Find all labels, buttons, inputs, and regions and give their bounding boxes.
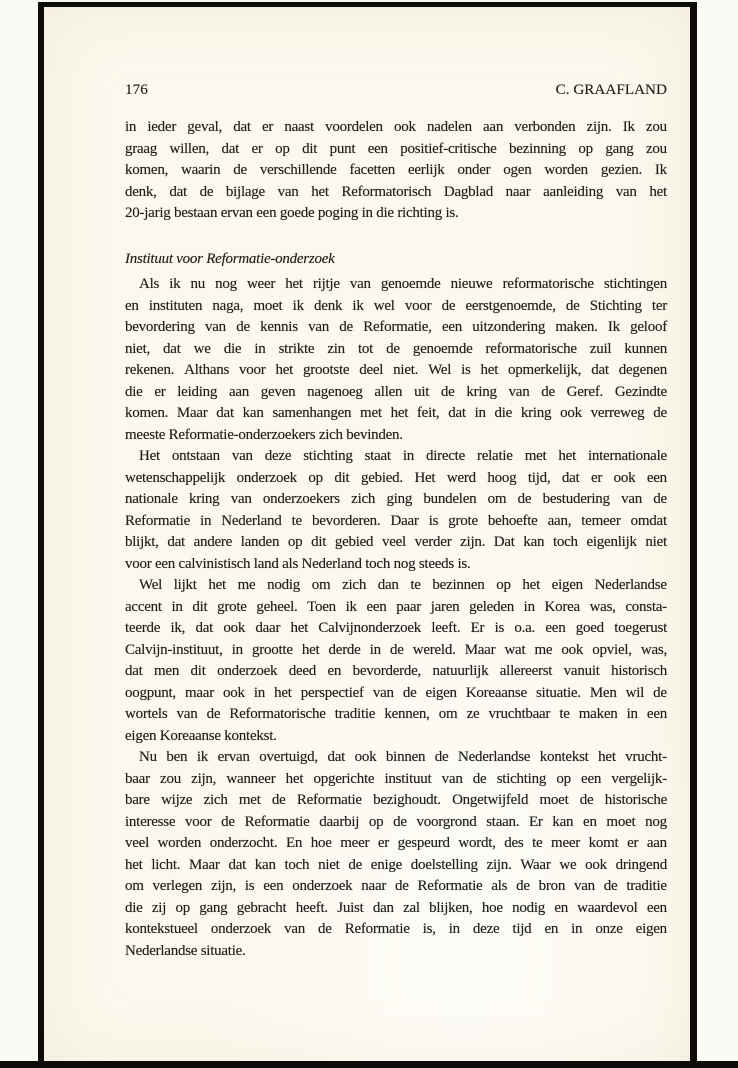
text-line: dat men dit onderzoek deed en bevorderde, natuurlijk allereerst vanuit historisch xyxy=(125,663,667,679)
text-line: het licht. Maar dat kan toch niet de enige doelstelling zijn. Waar we ook dringend xyxy=(125,856,667,873)
text-column xyxy=(125,117,667,962)
text-line: accent in dit grote geheel. Toen ik een paar jaren geleden in Korea was, consta- xyxy=(125,598,667,615)
text-line: en instituten naga, moet ik denk ik wel voor de eerstgenoemde, de Stichting ter xyxy=(125,297,667,314)
text-line: baar zou zijn, wanneer het opgerichte instituut van de stichting op een vergelijk- xyxy=(125,770,667,787)
text-line: teerde ik, dat ook daar het Calvijnonderzoek leeft. Er is o.a. een goed toegerust xyxy=(125,620,667,636)
text-line: komen. Maar dat kan samenhangen met het feit, dat in die kring ook verreweg de xyxy=(125,405,667,421)
text-line: die er leiding aan geven nagenoeg allen uit de kring van de Geref. Gezindte xyxy=(125,383,667,400)
text-line: niet, dat we die in strikte zin tot de genoemde reformatorische zuil kunnen xyxy=(125,340,667,357)
text-line: om verlegen zijn, is een onderzoek naar de Reformatie als de bron van de traditie xyxy=(125,878,667,894)
text-line: wetenschappelijk onderzoek op dit gebied. Het werd hoog tijd, dat er ook een xyxy=(125,469,667,486)
page-header xyxy=(125,81,667,99)
text-line: bare wijze zich met de Reformatie bezighoudt. Ongetwijfeld moet de historische xyxy=(125,792,667,808)
text-line: Als ik nu nog weer het rijtje van genoemde nieuwe reformatorische stichtingen xyxy=(139,276,667,292)
text-line: interesse voor de Reformatie daarbij op de voorgrond staan. Er kan en moet nog xyxy=(125,813,667,830)
paragraph xyxy=(125,747,667,962)
text-line: Reformatie in Nederland te bevorderen. Daar is grote behoefte aan, temeer omdat xyxy=(125,512,667,529)
section-heading: Instituut voor Reformatie-onderzoek xyxy=(125,250,335,267)
text-line: bevordering van de kennis van de Reformatie, een uitzondering maken. Ik geloof xyxy=(125,319,667,335)
paragraph xyxy=(125,446,667,575)
paragraph xyxy=(125,274,667,446)
text-line: komen, waarin de verschillende facetten eerlijk onder ogen worden gezien. Ik xyxy=(125,162,667,178)
text-line: veel worden onderzocht. En hoe meer er gespeurd wordt, des te meer komt er aan xyxy=(125,835,667,851)
text-line: wortels van de Reformatorische traditie kennen, om ze vruchtbaar te maken in een xyxy=(125,706,667,722)
text-line: oogpunt, maar ook in het perspectief van de eigen Koreaanse situatie. Men wil de xyxy=(125,684,667,701)
text-line: in ieder geval, dat er naast voordelen ook nadelen aan verbonden zijn. Ik zou xyxy=(125,119,667,135)
text-line: denk, dat de bijlage van het Reformatorisch Dagblad naar aanleiding van het xyxy=(125,183,667,200)
text-line: 20-jarig bestaan ervan een goede poging in die richting is. xyxy=(125,205,459,221)
text-line: Nu ben ik ervan overtuigd, dat ook binnen de Nederlandse kontekst het vrucht- xyxy=(139,749,667,765)
page-number: 176 xyxy=(125,81,148,98)
text-line: Calvijn-instituut, in grootte het derde in de wereld. Maar wat me ook opviel, was, xyxy=(125,641,667,658)
text-line: voor een calvinistisch land als Nederland toch nog steeds is. xyxy=(125,555,471,572)
text-line: blijkt, dat andere landen op dit gebied veel verder zijn. Dat kan toch eigenlijk niet xyxy=(125,534,667,550)
paragraph xyxy=(125,575,667,747)
text-line: meeste Reformatie-onderzoekers zich bevinden. xyxy=(125,426,403,443)
paragraph xyxy=(125,117,667,225)
text-line: kontekstueel onderzoek van de Reformatie is, in deze tijd en in onze eigen xyxy=(125,921,667,937)
text-line: Nederlandse situatie. xyxy=(125,942,246,959)
text-line: rekenen. Althans voor het grootste deel niet. Wel is het opmerkelijk, dat degenen xyxy=(125,362,667,378)
scan-edge-strip xyxy=(0,1061,738,1068)
text-line: eigen Koreaanse kontekst. xyxy=(125,727,277,744)
text-line: Wel lijkt het me nodig om zich dan te bezinnen op het eigen Nederlandse xyxy=(139,577,667,593)
text-line: die zij op gang gebracht heeft. Juist dan zal blijken, hoe nodig en waardevol een xyxy=(125,899,667,916)
text-line: graag willen, dat er op dit punt een positief-critische bezinning op gang zou xyxy=(125,140,667,157)
running-head: C. GRAAFLAND xyxy=(555,81,667,98)
text-line: nationale kring van onderzoekers zich ging bundelen om de bestudering van de xyxy=(125,491,667,507)
text-line: Het ontstaan van deze stichting staat in directe relatie met het internationale xyxy=(139,448,667,464)
